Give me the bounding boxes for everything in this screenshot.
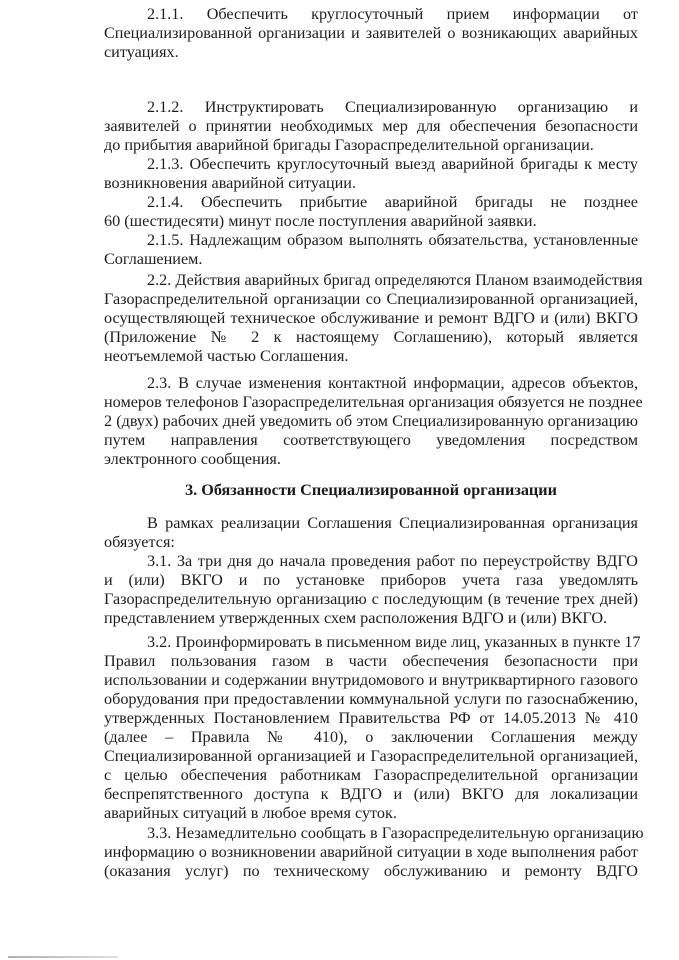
paragraph-line: 2.1.2. Инструктировать Специализированную организацию и bbox=[147, 98, 638, 116]
scan-edge-artifact bbox=[8, 956, 118, 958]
paragraph-line: Газораспределительную организацию с последующим (в течение трех дней) bbox=[104, 590, 638, 608]
paragraph-line: обязуется: bbox=[104, 533, 175, 551]
paragraph-line: аварийных ситуаций в любое время суток. bbox=[104, 804, 397, 822]
paragraph-line: 3.1. За три дня до начала проведения работ по переустройству ВДГО bbox=[147, 552, 638, 570]
paragraph-line: (оказания услуг) по техническому обслуживанию и ремонту ВДГО bbox=[104, 862, 638, 880]
paragraph-line: номеров телефонов Газораспределительная организация обязуется не позднее bbox=[104, 393, 643, 411]
paragraph-line: Специализированной организацией и Газораспределительной организацией, bbox=[104, 747, 638, 765]
paragraph-line: В рамках реализации Соглашения Специализированная организация bbox=[147, 514, 638, 532]
paragraph-line: 60 (шестидесяти) минут после поступления аварийной заявки. bbox=[104, 212, 537, 230]
section-heading: 3. Обязанности Специализированной организации bbox=[185, 481, 557, 499]
paragraph-line: использовании и содержании внутридомового и внутриквартирного газового bbox=[104, 671, 638, 689]
paragraph-line: путем направления соответствующего уведомления посредством bbox=[104, 431, 638, 449]
paragraph-line: 2.1.4. Обеспечить прибытие аварийной бригады не позднее bbox=[147, 193, 638, 211]
paragraph-line: до прибытия аварийной бригады Газораспределительной организации. bbox=[104, 136, 594, 154]
paragraph-line: Газораспределительной организации со Специализированной организацией, bbox=[104, 290, 638, 308]
paragraph-line: 3.2. Проинформировать в письменном виде лиц, указанных в пункте 17 bbox=[147, 633, 641, 651]
paragraph-line: 2 (двух) рабочих дней уведомить об этом Специализированную организацию bbox=[104, 412, 638, 430]
paragraph-line: представлением утвержденных схем расположения ВДГО и (или) ВКГО. bbox=[104, 609, 608, 627]
paragraph-line: электронного сообщения. bbox=[104, 450, 281, 468]
paragraph-line: 2.1.1. Обеспечить круглосуточный прием информации от bbox=[147, 5, 638, 23]
paragraph-line: 2.1.5. Надлежащим образом выполнять обязательства, установленные bbox=[147, 231, 638, 249]
paragraph-line: неотъемлемой частью Соглашения. bbox=[104, 347, 349, 365]
paragraph-line: возникновения аварийной ситуации. bbox=[104, 174, 357, 192]
paragraph-line: заявителей о принятии необходимых мер для обеспечения безопасности bbox=[104, 117, 638, 135]
paragraph-line: 2.1.3. Обеспечить круглосуточный выезд аварийной бригады к месту bbox=[147, 155, 638, 173]
paragraph-line: Соглашением. bbox=[104, 250, 203, 268]
paragraph-line: ситуациях. bbox=[104, 43, 179, 61]
paragraph-line: Специализированной организации и заявителей о возникающих аварийных bbox=[104, 24, 638, 42]
paragraph-line: Правил пользования газом в части обеспечения безопасности при bbox=[104, 652, 638, 670]
paragraph-line: информацию о возникновении аварийной ситуации в ходе выполнения работ bbox=[104, 843, 638, 861]
paragraph-line: с целью обеспечения работникам Газораспределительной организации bbox=[104, 766, 638, 784]
paragraph-line: беспрепятственного доступа к ВДГО и (или) ВКГО для локализации bbox=[104, 785, 638, 803]
paragraph-line: 2.2. Действия аварийных бригад определяются Планом взаимодействия bbox=[147, 271, 643, 289]
paragraph-line: осуществляющей техническое обслуживание и ремонт ВДГО и (или) ВКГО bbox=[104, 309, 638, 327]
paragraph-line: утвержденных Постановлением Правительства РФ от 14.05.2013 № 410 bbox=[104, 709, 638, 727]
paragraph-line: оборудования при предоставлении коммунальной услуги по газоснабжению, bbox=[104, 690, 638, 708]
paragraph-line: 2.3. В случае изменения контактной информации, адресов объектов, bbox=[147, 374, 638, 392]
paragraph-line: (Приложение № 2 к настоящему Соглашению), который является bbox=[104, 328, 638, 346]
paragraph-line: (далее – Правила № 410), о заключении Соглашения между bbox=[104, 728, 638, 746]
paragraph-line: 3.3. Незамедлительно сообщать в Газораспределительную организацию bbox=[147, 824, 644, 842]
paragraph-line: и (или) ВКГО и по установке приборов учета газа уведомлять bbox=[104, 571, 638, 589]
